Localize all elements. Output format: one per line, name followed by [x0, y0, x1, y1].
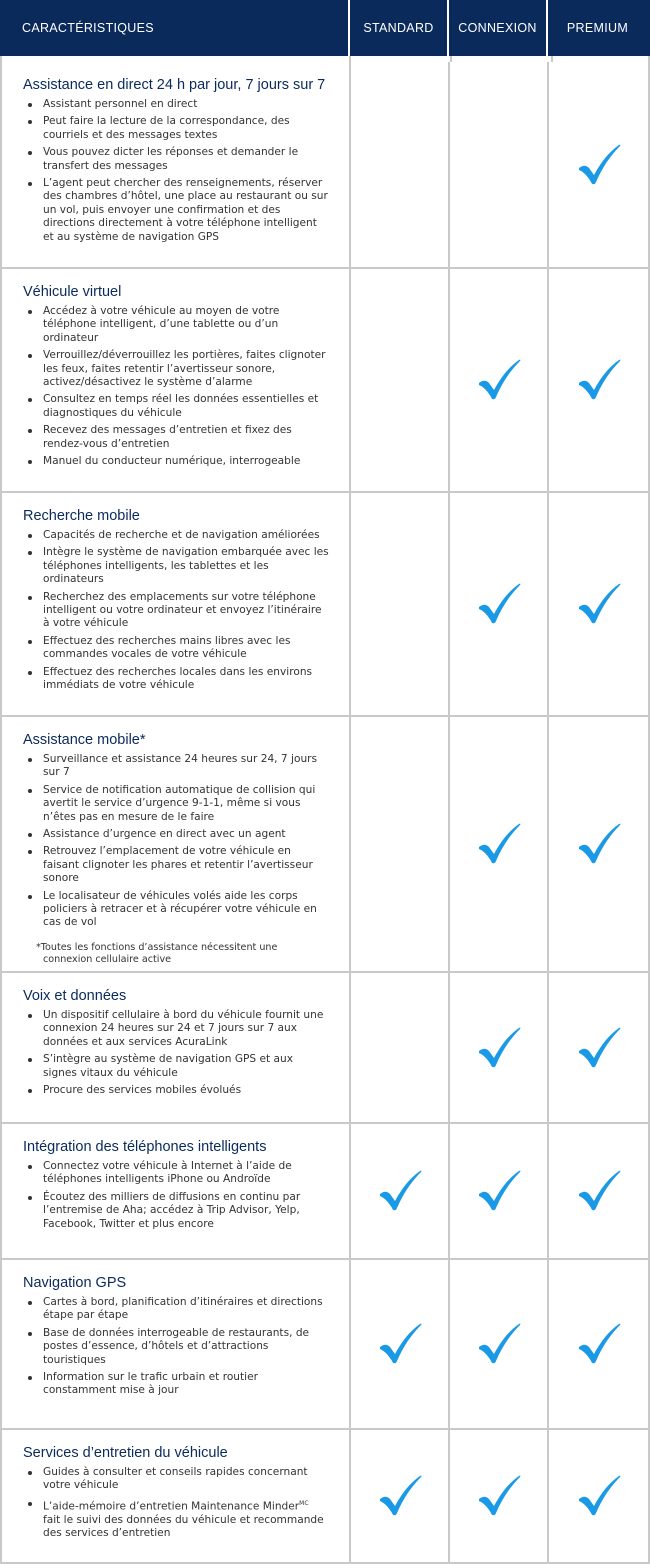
table-row — [0, 269, 650, 493]
premium-cell — [547, 62, 648, 267]
checkmark-icon — [378, 1323, 422, 1365]
standard-cell — [349, 1260, 448, 1428]
header-standard: STANDARD — [348, 0, 447, 56]
list-item: Assistance d’urgence en direct avec un agent — [43, 828, 329, 841]
table-row — [0, 1124, 650, 1260]
table-row — [0, 717, 650, 973]
list-item: Assistant personnel en direct — [43, 98, 329, 111]
checkmark-icon — [577, 1475, 621, 1517]
standard-cell — [349, 1430, 448, 1562]
checkmark-icon — [378, 1475, 422, 1517]
standard-cell — [349, 717, 448, 971]
checkmark-icon — [477, 1475, 521, 1517]
list-item: Intègre le système de navigation embarquée avec les téléphones intelligents, les tablettes et les ordinateurs — [43, 546, 329, 586]
standard-cell — [349, 973, 448, 1122]
checkmark-icon — [477, 1323, 521, 1365]
feature-title: Navigation GPS — [23, 1275, 127, 1291]
list-item: L’aide-mémoire d’entretien Maintenance Minder$^{MC}$ fait le suivi des données du véhicule et recommande des services d’entretien — [43, 1497, 329, 1541]
feature-cell — [2, 62, 349, 267]
list-item: Base de données interrogeable de restaurants, de postes d’essence, d’hôtels et d’attractions touristiques — [43, 1327, 329, 1367]
feature-list — [23, 1160, 329, 1231]
connexion-cell — [448, 1124, 547, 1258]
list-item: S’intègre au système de navigation GPS et aux signes vitaux du véhicule — [43, 1053, 329, 1080]
table-header — [0, 0, 650, 56]
list-item: Manuel du conducteur numérique, interrogeable — [43, 455, 329, 468]
list-item: Retrouvez l’emplacement de votre véhicule en faisant clignoter les phares et retentir l’avertisseur sonore — [43, 845, 329, 885]
premium-cell — [547, 493, 648, 715]
checkmark-icon — [477, 1027, 521, 1069]
list-item: Peut faire la lecture de la correspondance, des courriels et des messages textes — [43, 115, 329, 142]
list-item: Connectez votre véhicule à Internet à l’aide de téléphones intelligents iPhone ou Androïde — [43, 1160, 329, 1187]
feature-cell — [2, 1260, 349, 1428]
feature-list — [23, 529, 329, 692]
feature-cell — [2, 717, 349, 971]
premium-cell — [547, 973, 648, 1122]
feature-cell — [2, 1430, 349, 1562]
premium-cell — [547, 717, 648, 971]
feature-list — [23, 1296, 329, 1398]
list-item: Effectuez des recherches locales dans les environs immédiats de votre véhicule — [43, 666, 329, 693]
premium-cell — [547, 1124, 648, 1258]
list-item: Le localisateur de véhicules volés aide les corps policiers à retracer et à récupérer votre véhicule en cas de vol — [43, 890, 329, 930]
list-item: Recherchez des emplacements sur votre téléphone intelligent ou votre ordinateur et envoyez l’itinéraire à votre véhicule — [43, 591, 329, 631]
checkmark-icon — [378, 1170, 422, 1212]
header-premium: PREMIUM — [546, 0, 647, 56]
connexion-cell — [448, 1430, 547, 1562]
list-item: Information sur le trafic urbain et routier constamment mise à jour — [43, 1371, 329, 1398]
list-item: L’agent peut chercher des renseignements, réserver des chambres d’hôtel, une place au restaurant ou sur un vol, puis envoyer une confirmation et des directions directement à votre téléphone intelligent et au système de navigation GPS — [43, 177, 328, 243]
list-item: Effectuez des recherches mains libres avec les commandes vocales de votre véhicule — [43, 635, 329, 662]
checkmark-icon — [577, 823, 621, 865]
feature-title: Intégration des téléphones intelligents — [23, 1139, 267, 1155]
premium-cell — [547, 1430, 648, 1562]
table-row — [0, 1260, 650, 1430]
trademark-sup: MC — [299, 1499, 309, 1507]
feature-list — [23, 1466, 329, 1541]
feature-title: Services d’entretien du véhicule — [23, 1445, 228, 1461]
table-row — [0, 62, 650, 269]
connexion-cell — [448, 973, 547, 1122]
connexion-cell — [448, 493, 547, 715]
list-item: Procure des services mobiles évolués — [43, 1084, 329, 1097]
list-item: Guides à consulter et conseils rapides concernant votre véhicule — [43, 1466, 329, 1493]
list-item: Recevez des messages d’entretien et fixez des rendez-vous d’entretien — [43, 424, 329, 451]
feature-list — [23, 753, 329, 930]
checkmark-icon — [477, 1170, 521, 1212]
feature-cell — [2, 269, 349, 491]
checkmark-icon — [477, 823, 521, 865]
table-body — [0, 62, 650, 1564]
feature-cell — [2, 493, 349, 715]
list-item: Capacités de recherche et de navigation améliorées — [43, 529, 329, 542]
list-item: Verrouillez/déverrouillez les portières, faites clignoter les feux, faites retentir l’avertisseur sonore, activez/désactivez le système d’alarme — [43, 349, 329, 389]
list-item: Écoutez des milliers de diffusions en continu par l’entremise de Aha; accédez à Trip Advisor, Yelp, Facebook, Twitter et plus encore — [43, 1191, 329, 1231]
standard-cell — [349, 62, 448, 267]
table-row — [0, 493, 650, 717]
feature-list — [23, 98, 329, 244]
header-connexion: CONNEXION — [447, 0, 546, 56]
premium-cell — [547, 269, 648, 491]
list-item: Cartes à bord, planification d’itinéraires et directions étape par étape — [43, 1296, 329, 1323]
checkmark-icon — [577, 1170, 621, 1212]
feature-list — [23, 1009, 329, 1097]
standard-cell — [349, 1124, 448, 1258]
standard-cell — [349, 493, 448, 715]
checkmark-icon — [577, 144, 621, 186]
feature-title: Véhicule virtuel — [23, 284, 122, 300]
checkmark-icon — [477, 583, 521, 625]
connexion-cell — [448, 1260, 547, 1428]
feature-title: Voix et données — [23, 988, 127, 1004]
checkmark-icon — [577, 1027, 621, 1069]
feature-cell — [2, 973, 349, 1122]
feature-title: Assistance en direct 24 h par jour, 7 jours sur 7 — [23, 77, 326, 93]
checkmark-icon — [577, 583, 621, 625]
table-row — [0, 1430, 650, 1564]
list-item: Vous pouvez dicter les réponses et demander le transfert des messages — [43, 146, 329, 173]
connexion-cell — [448, 62, 547, 267]
feature-title: Recherche mobile — [23, 508, 140, 524]
standard-cell — [349, 269, 448, 491]
checkmark-icon — [577, 359, 621, 401]
footnote: *Toutes les fonctions d’assistance nécessitent une connexion cellulaire active — [36, 941, 278, 966]
table-row — [0, 973, 650, 1124]
list-item: Surveillance et assistance 24 heures sur 24, 7 jours sur 7 — [43, 753, 329, 780]
feature-title: Assistance mobile* — [23, 732, 146, 748]
connexion-cell — [448, 717, 547, 971]
checkmark-icon — [477, 359, 521, 401]
connexion-cell — [448, 269, 547, 491]
list-item: Service de notification automatique de collision qui avertit le service d’urgence 9-1-1, même si vous n’êtes pas en mesure de le faire — [43, 784, 329, 824]
feature-cell — [2, 1124, 349, 1258]
list-item: Consultez en temps réel les données essentielles et diagnostiques du véhicule — [43, 393, 329, 420]
header-features: CARACTÉRISTIQUES — [22, 21, 154, 35]
feature-list — [23, 305, 329, 468]
list-item: Accédez à votre véhicule au moyen de votre téléphone intelligent, d’une tablette ou d’un ordinateur — [43, 305, 329, 345]
list-item: Un dispositif cellulaire à bord du véhicule fournit une connexion 24 heures sur 24 et 7 jours sur 7 aux données et aux services AcuraLink — [43, 1009, 329, 1049]
premium-cell — [547, 1260, 648, 1428]
checkmark-icon — [577, 1323, 621, 1365]
